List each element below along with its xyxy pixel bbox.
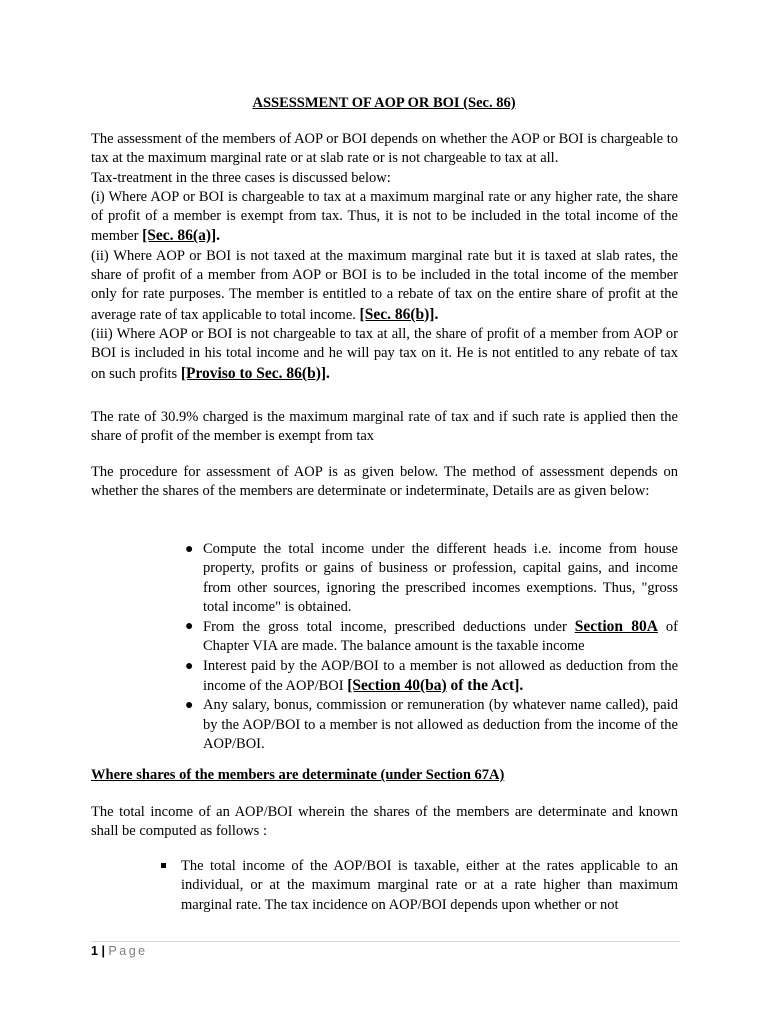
- intro-paragraph: The assessment of the members of AOP or BOI depends on whether the AOP or BOI is chargeable to tax at the maximum marginal rate or at slab rate or is not chargeable to tax at all.: [91, 131, 678, 167]
- procedure-paragraph: The procedure for assessment of AOP is as given below. The method of assessment depends on whether the shares of the members are determinate or indeterminate, Details are as given below:: [91, 464, 678, 500]
- footer-separator: |: [101, 944, 105, 958]
- case-2-reference: [Sec. 86(b)]: [359, 305, 435, 323]
- square-bullet-icon: [161, 863, 166, 868]
- bullet-icon: ●: [185, 658, 194, 674]
- procedure-bullet-list: [185, 540, 678, 754]
- case-2-paragraph: (ii) Where AOP or BOI is not taxed at the maximum marginal rate but it is taxed at slab rates, the share of profit of a member from AOP or BOI is to be included in the total income of the member only for rate purposes. The member is entitled to a rebate of tax on the entire share of profit at the average rate of tax applicable to total income. [Sec. 86(b)].: [91, 247, 678, 323]
- page-number: 1: [91, 944, 98, 958]
- list-item: ● Any salary, bonus, commission or remuneration (by whatever name called), paid by the AOP/BOI to a member is not allowed as deduction from the income of the AOP/BOI.: [185, 697, 678, 752]
- footer-divider: [91, 941, 680, 942]
- case-1-paragraph: (i) Where AOP or BOI is chargeable to tax at a maximum marginal rate or any higher rate, the share of profit of a member is exempt from tax. Thus, it is not to be included in the total income of the member [Sec. 86(a)].: [91, 188, 678, 245]
- section-heading: Where shares of the members are determinate (under Section 67A): [91, 767, 505, 783]
- page-label: Page: [108, 944, 148, 958]
- list-item: ● Compute the total income under the different heads i.e. income from house property, profits or gains of business or profession, capital gains, and income from other sources, ignoring the prescribed incomes exemptions. Thus, "gross total income" is obtained.: [185, 541, 678, 615]
- intro-block: [91, 130, 678, 384]
- section-80a-reference: Section 80A: [574, 618, 658, 636]
- section-40ba-reference: [Section 40(ba): [347, 677, 447, 695]
- section-paragraph: The total income of an AOP/BOI wherein the shares of the members are determinate and known shall be computed as follows :: [91, 804, 678, 840]
- list-item: ● Interest paid by the AOP/BOI to a member is not allowed as deduction from the income of the AOP/BOI [Section 40(ba) of the Act].: [185, 657, 678, 695]
- case-3-reference: [Proviso to Sec. 86(b)]: [180, 364, 327, 382]
- rate-paragraph: The rate of 30.9% charged is the maximum marginal rate of tax and if such rate is applied then the share of profit of the member is exempt from tax: [91, 409, 678, 445]
- bullet-icon: ●: [185, 619, 194, 635]
- square-bullet-list: [181, 857, 678, 915]
- page-title: ASSESSMENT OF AOP OR BOI (Sec. 86): [252, 95, 516, 111]
- case-3-paragraph: (iii) Where AOP or BOI is not chargeable to tax at all, the share of profit of a member from AOP or BOI is included in his total income and he will pay tax on it. He is not entitled to any rebate of tax on such profits [Proviso to Sec. 86(b)].: [91, 325, 678, 382]
- case-1-reference: [Sec. 86(a)]: [142, 227, 217, 245]
- tax-treatment-line: Tax-treatment in the three cases is discussed below:: [91, 169, 391, 186]
- bullet-icon: ●: [185, 542, 194, 557]
- list-item: ● From the gross total income, prescribed deductions under Section 80A of Chapter VIA are made. The balance amount is the taxable income: [185, 618, 678, 655]
- list-item: The total income of the AOP/BOI is taxable, either at the rates applicable to an individual, or at the maximum marginal rate or at a rate higher than maximum marginal rate. The tax incidence on AOP/BOI depends upon whether or not: [181, 857, 678, 915]
- page-footer: [91, 944, 148, 958]
- bullet-icon: ●: [185, 698, 194, 714]
